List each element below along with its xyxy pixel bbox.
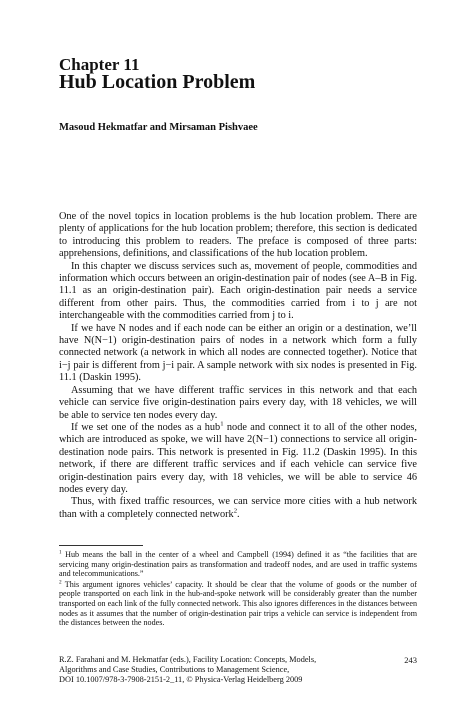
paragraph: If we have N nodes and if each node can be either an origin or a destination, we’ll have N(N−1) origin-destination pairs of nodes in a network which form a fully connected network (a network in which all nodes are connected together). Notice that i−j pair is different from j−i pair. A sample network with six nodes is presented in Fig. 11.1 (Daskin 1995). <box>59 322 417 384</box>
chapter-title: Hub Location Problem <box>59 71 256 93</box>
footnotes <box>59 550 417 628</box>
footnote-ref[interactable]: 2 <box>233 507 238 515</box>
paragraph: In this chapter we discuss services such as, movement of people, commodities and information which occurs between an origin-destination pair of nodes (see A–B in Fig. 11.1 as an origin-destination pair). Each origin-destination pair needs a service different from other pairs. Thus, the commodities carried from i to j are not interchangeable with the commodities carried from j to i. <box>59 260 417 322</box>
paragraph <box>59 496 417 521</box>
footnote <box>59 580 417 628</box>
footnote-divider <box>59 545 143 546</box>
chapter-label: Chapter 11 <box>59 55 140 74</box>
page-number: 243 <box>404 655 417 665</box>
footnote-text: This argument ignores vehicles’ capacity. It should be clear that the volume of goods or the number of people transported on each link in the hub-and-spoke network will be considerably greater than the number transported on each link of the fully connected network. This also ignores differences in the distances between nodes as it assumes that the number of origin-destination pair trips a vehicle can service is independent from the distances between the nodes. <box>59 579 417 628</box>
footnote-mark: 2 <box>59 579 62 586</box>
paragraph <box>59 422 417 496</box>
footnote-mark: 1 <box>59 549 62 556</box>
paragraph-text: If we set one of the nodes as a hub <box>71 421 221 433</box>
footnote <box>59 550 417 579</box>
footnote-ref[interactable]: 1 <box>220 420 224 428</box>
paragraph: Assuming that we have different traffic services in this network and that each vehicle can service five origin-destination pairs every day, with 18 vehicles, we will be able to service ten nodes every day. <box>59 384 417 421</box>
paragraph-text: node and connect it to all of the other nodes, which are introduced as spoke, we will have 2(N−1) connections to service all origin-destination node pairs. This network is presented in Fig. 11.2 (Daskin 1995). In this network, if there are different traffic services and if each vehicle can service five origin-destination pairs every day, with 18 vehicles, we will be able to service 46 nodes every day. <box>59 421 417 495</box>
paragraph-text: . <box>237 508 240 520</box>
paragraph-text: Thus, with fixed traffic resources, we can service more cities with a hub network than with a completely connected network <box>59 496 417 520</box>
body-text <box>59 211 417 521</box>
publication-line: R.Z. Farahani and M. Hekmatfar (eds.), Facility Location: Concepts, Models, <box>59 655 317 664</box>
paragraph: One of the novel topics in location problems is the hub location problem. There are plenty of applications for the hub location problem; therefore, this section is dedicated to introducing this problem to readers. The preface is composed of three parts: apprehensions, definitions, and classifications of the hub location problem. <box>59 211 417 260</box>
publication-info <box>59 655 359 686</box>
publication-line: DOI 10.1007/978-3-7908-2151-2_11, © Physica-Verlag Heidelberg 2009 <box>59 675 303 685</box>
footnote-text: Hub means the ball in the center of a wheel and Campbell (1994) defined it as “the facilities that are servicing many origin-destination pairs as transformation and tradeoff nodes, and are used in traffic systems and telecommunications.” <box>59 550 417 579</box>
authors: Masoud Hekmatfar and Mirsaman Pishvaee <box>59 122 258 133</box>
publication-line: Algorithms and Case Studies, Contributions to Management Science, <box>59 665 290 675</box>
